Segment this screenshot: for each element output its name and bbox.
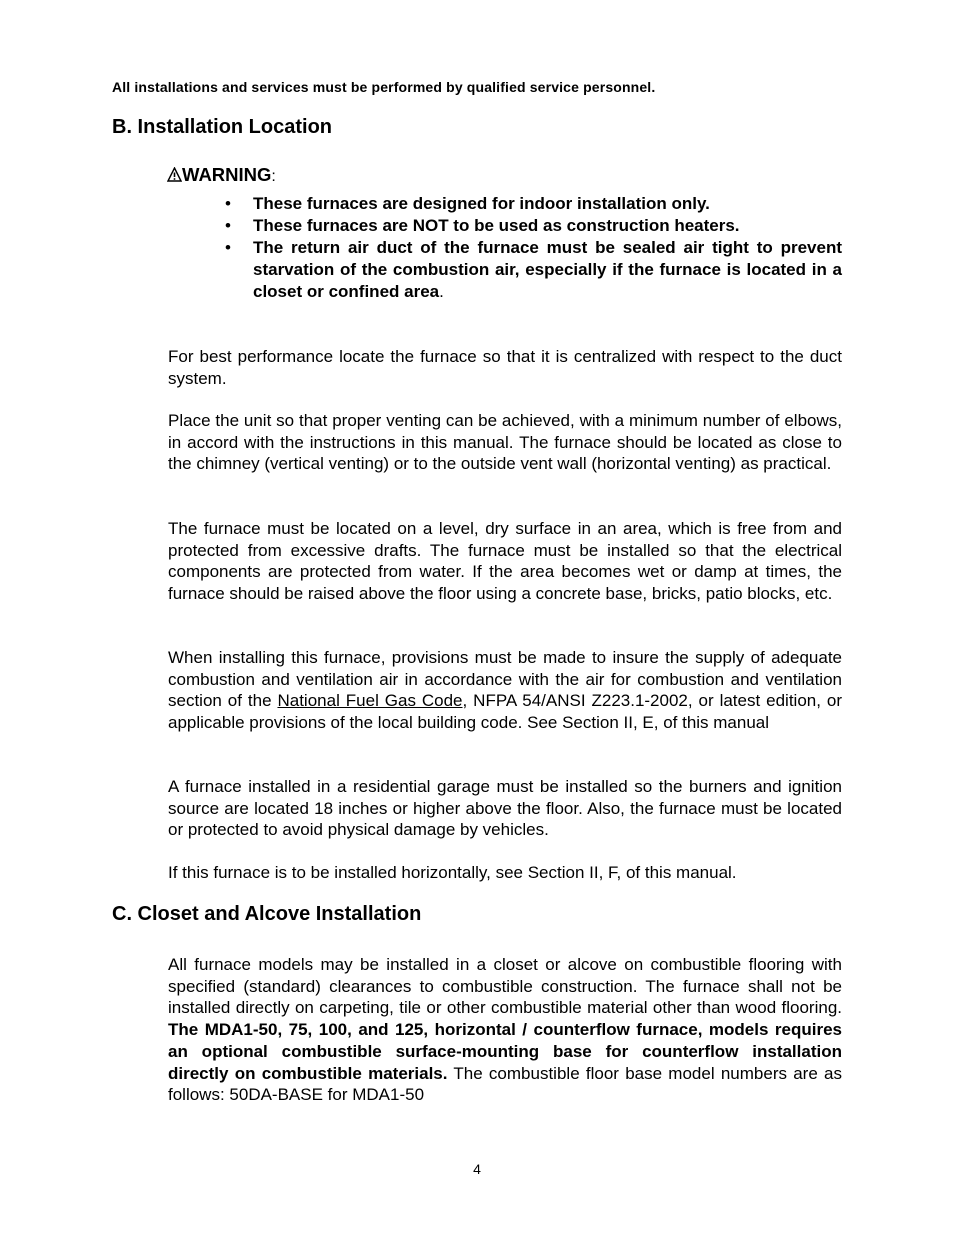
page-number: 4 [473, 1161, 481, 1177]
warning-bullet-list [220, 193, 842, 303]
paragraph-combustion-air: When installing this furnace, provisions must be made to insure the supply of adequate combustion and ventilation air in accordance with the air for combustion and ventilation section of the National Fuel Gas Code, NFPA 54/ANSI Z223.1-2002, or latest edition, or applicable provisions of the local building code. See Section II, E, of this manual [168, 648, 842, 733]
paragraph-level-surface: The furnace must be located on a level, dry surface in an area, which is free from and protected from excessive drafts. The furnace must be installed so that the electrical components are protected from water. If the area becomes wet or damp at times, the furnace should be raised above the floor using a concrete base, bricks, patio blocks, etc. [168, 519, 842, 604]
national-fuel-gas-code-reference: National Fuel Gas Code [277, 691, 463, 711]
section-b-heading: B. Installation Location [112, 116, 333, 138]
section-c-heading: C. Closet and Alcove Installation [112, 903, 422, 925]
counterflow-base-requirement: The MDA1-50, 75, 100, and 125, horizontal / counterflow furnace, models requires an optional combustible surface-mounting base for counterflow installation directly on combustible materials. [168, 1020, 842, 1083]
warning-text: WARNING [182, 164, 272, 185]
paragraph-centralized-location: For best performance locate the furnace so that it is centralized with respect to the duct system. [168, 347, 842, 388]
qualified-personnel-note: All installations and services must be performed by qualified service personnel. [112, 79, 656, 95]
warning-bullet: • The return air duct of the furnace must be sealed air tight to prevent starvation of the combustion air, especially if the furnace is located in a closet or confined area. [220, 237, 842, 303]
paragraph-horizontal-installation: If this furnace is to be installed horizontally, see Section II, F, of this manual. [168, 863, 737, 882]
paragraph-closet-alcove: All furnace models may be installed in a closet or alcove on combustible flooring with specified (standard) clearances to combustible construction. The furnace shall not be installed directly on carpeting, tile or other combustible material other than wood flooring. The MDA1-50, 75, 100, and 125, horizontal / counterflow furnace, models requires an optional combustible surface-mounting base for counterflow installation directly on combustible materials. The combustible floor base model numbers are as follows: 50DA-BASE for MDA1-50 [168, 955, 842, 1105]
warning-bullet: • These furnaces are designed for indoor installation only. [220, 193, 842, 215]
paragraph-garage-installation: A furnace installed in a residential garage must be installed so the burners and ignition source are located 18 inches or higher above the floor. Also, the furnace must be located or protected to avoid physical damage by vehicles. [168, 777, 842, 840]
warning-triangle-icon [167, 165, 182, 187]
warning-bullet: • These furnaces are NOT to be used as construction heaters. [220, 215, 842, 237]
warning-label [167, 164, 276, 187]
warning-colon: : [271, 168, 276, 185]
paragraph-venting: Place the unit so that proper venting can be achieved, with a minimum number of elbows, in accord with the instructions in this manual. The furnace should be located as close to the chimney (vertical venting) or to the outside vent wall (horizontal venting) as practical. [168, 411, 842, 474]
